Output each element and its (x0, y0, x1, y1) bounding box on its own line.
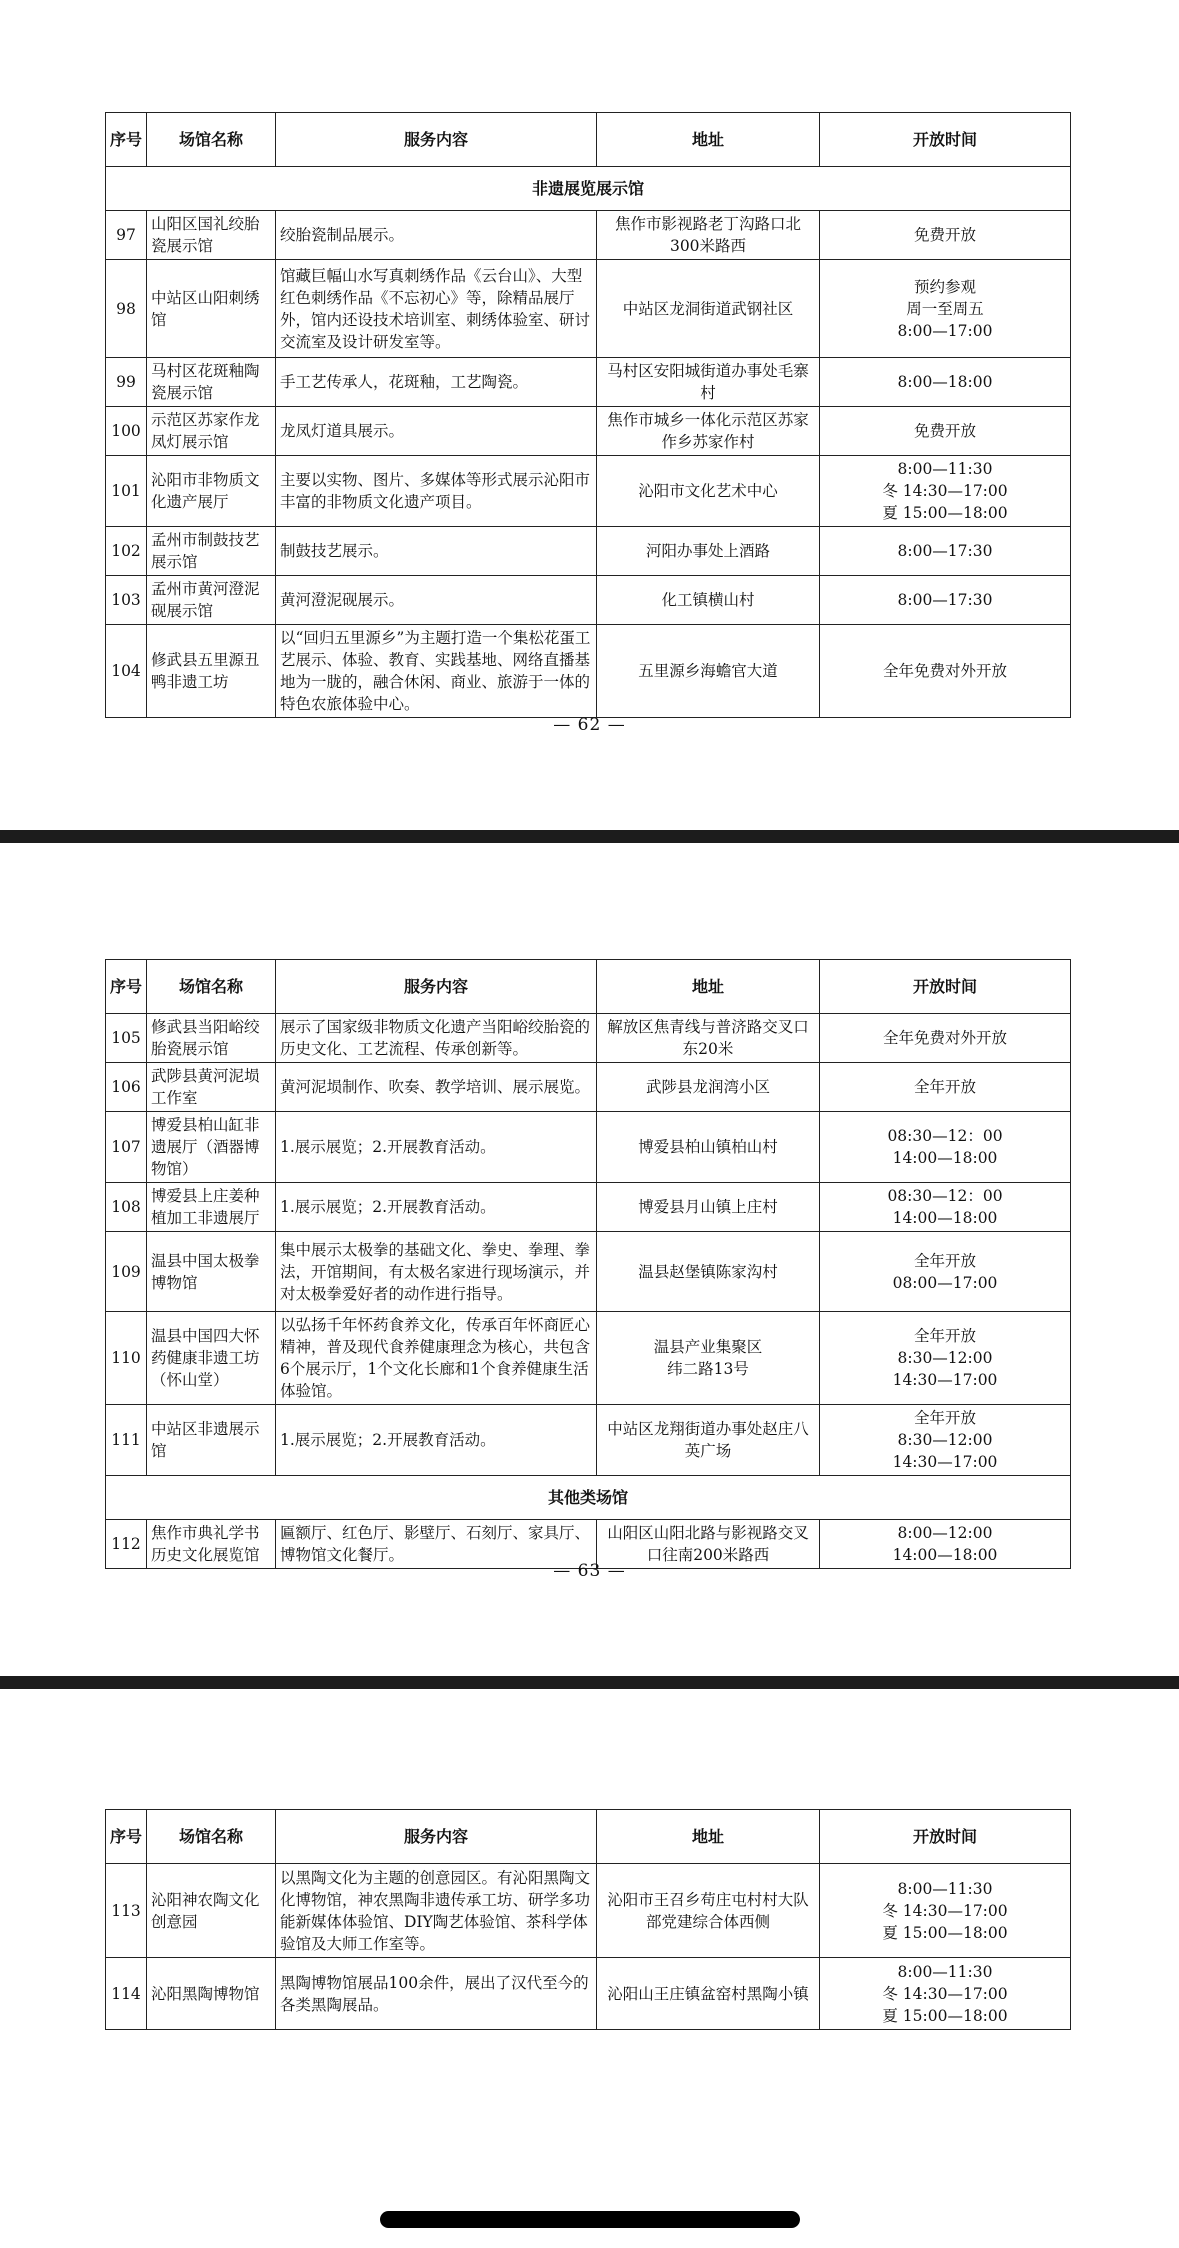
cell-service: 以“回归五里源乡”为主题打造一个集松花蛋工艺展示、体验、教育、实践基地、网络直播基地为一胧的，融合休闲、商业、旅游于一体的特色农旅体验中心。 (276, 625, 597, 718)
table-row (106, 407, 1071, 456)
column-header-name: 场馆名称 (147, 1810, 276, 1864)
section-row (106, 1476, 1071, 1520)
cell-service: 馆藏巨幅山水写真刺绣作品《云台山》、大型红色刺绣作品《不忘初心》等，除精品展厅外，馆内还设技术培训室、刺绣体验室、研讨交流室及设计研发室等。 (276, 260, 597, 358)
column-header-no: 序号 (106, 960, 147, 1014)
page-separator (0, 1676, 1179, 1689)
cell-addr: 河阳办事处上酒路 (597, 527, 820, 576)
section-row (106, 167, 1071, 211)
cell-addr: 焦作市城乡一体化示范区苏家作乡苏家作村 (597, 407, 820, 456)
cell-name: 博爱县上庄姜种植加工非遗展厅 (147, 1183, 276, 1232)
cell-name: 沁阳黑陶博物馆 (147, 1958, 276, 2030)
venue-table-page-64 (105, 1809, 1071, 2030)
cell-name: 修武县当阳峪绞胎瓷展示馆 (147, 1014, 276, 1063)
cell-name: 沁阳市非物质文化遗产展厅 (147, 456, 276, 527)
cell-addr: 中站区龙翔街道办事处赵庄八英广场 (597, 1405, 820, 1476)
cell-no: 114 (106, 1958, 147, 2030)
venue-table-page-63 (105, 959, 1071, 1569)
cell-name: 沁阳神农陶文化创意园 (147, 1864, 276, 1958)
table-row (106, 1063, 1071, 1112)
cell-name: 马村区花斑釉陶瓷展示馆 (147, 358, 276, 407)
table-row (106, 1232, 1071, 1312)
cell-no: 113 (106, 1864, 147, 1958)
column-header-service: 服务内容 (276, 1810, 597, 1864)
cell-addr: 中站区龙洞街道武钢社区 (597, 260, 820, 358)
table-header-row (106, 960, 1071, 1014)
cell-addr: 武陟县龙润湾小区 (597, 1063, 820, 1112)
column-header-service: 服务内容 (276, 113, 597, 167)
cell-time: 8:00—17:30 (820, 576, 1071, 625)
cell-addr: 山阳区山阳北路与影视路交叉口往南200米路西 (597, 1520, 820, 1569)
cell-name: 示范区苏家作龙凤灯展示馆 (147, 407, 276, 456)
table-row (106, 576, 1071, 625)
table-row (106, 1183, 1071, 1232)
cell-no: 98 (106, 260, 147, 358)
column-header-no: 序号 (106, 1810, 147, 1864)
cell-name: 中站区山阳刺绣馆 (147, 260, 276, 358)
cell-no: 102 (106, 527, 147, 576)
cell-addr: 博爱县月山镇上庄村 (597, 1183, 820, 1232)
table-row (106, 527, 1071, 576)
cell-service: 集中展示太极拳的基础文化、拳史、拳理、拳法，开馆期间，有太极名家进行现场演示，并对太极拳爱好者的动作进行指导。 (276, 1232, 597, 1312)
venue-table-page-62 (105, 112, 1071, 718)
cell-service: 主要以实物、图片、多媒体等形式展示沁阳市丰富的非物质文化遗产项目。 (276, 456, 597, 527)
cell-no: 107 (106, 1112, 147, 1183)
cell-time: 全年开放 8:30—12:00 14:30—17:00 (820, 1312, 1071, 1405)
cell-service: 1.展示展览；2.开展教育活动。 (276, 1183, 597, 1232)
cell-addr: 焦作市影视路老丁沟路口北300米路西 (597, 211, 820, 260)
cell-time: 全年开放 (820, 1063, 1071, 1112)
cell-service: 以黑陶文化为主题的创意园区。有沁阳黑陶文化博物馆，神农黑陶非遗传承工坊、研学多功能新媒体体验馆、DIY陶艺体验馆、茶科学体验馆及大师工作室等。 (276, 1864, 597, 1958)
cell-time: 8:00—11:30 冬 14:30—17:00 夏 15:00—18:00 (820, 1864, 1071, 1958)
cell-time: 全年开放 8:30—12:00 14:30—17:00 (820, 1405, 1071, 1476)
cell-name: 中站区非遗展示馆 (147, 1405, 276, 1476)
column-header-name: 场馆名称 (147, 960, 276, 1014)
table-row (106, 625, 1071, 718)
cell-no: 104 (106, 625, 147, 718)
column-header-no: 序号 (106, 113, 147, 167)
cell-addr: 沁阳市文化艺术中心 (597, 456, 820, 527)
page-number: — 62 — (553, 715, 626, 735)
cell-service: 以弘扬千年怀药食养文化，传承百年怀商匠心精神，普及现代食养健康理念为核心，共包含6个展示厅，1个文化长廊和1个食养健康生活体验馆。 (276, 1312, 597, 1405)
cell-no: 97 (106, 211, 147, 260)
cell-no: 106 (106, 1063, 147, 1112)
cell-addr: 博爱县柏山镇柏山村 (597, 1112, 820, 1183)
cell-no: 109 (106, 1232, 147, 1312)
table-header-row (106, 113, 1071, 167)
cell-addr: 马村区安阳城街道办事处毛寨村 (597, 358, 820, 407)
cell-service: 黄河澄泥砚展示。 (276, 576, 597, 625)
cell-no: 101 (106, 456, 147, 527)
cell-time: 08:30—12：00 14:00—18:00 (820, 1112, 1071, 1183)
cell-no: 108 (106, 1183, 147, 1232)
cell-service: 龙凤灯道具展示。 (276, 407, 597, 456)
cell-service: 手工艺传承人，花斑釉，工艺陶瓷。 (276, 358, 597, 407)
table-row (106, 1864, 1071, 1958)
cell-no: 111 (106, 1405, 147, 1476)
cell-time: 免费开放 (820, 407, 1071, 456)
cell-addr: 五里源乡海蟾官大道 (597, 625, 820, 718)
cell-name: 山阳区国礼绞胎瓷展示馆 (147, 211, 276, 260)
cell-no: 103 (106, 576, 147, 625)
table-row (106, 456, 1071, 527)
cell-name: 博爱县柏山缸非遗展厅（酒器博物馆） (147, 1112, 276, 1183)
cell-time: 8:00—11:30 冬 14:30—17:00 夏 15:00—18:00 (820, 1958, 1071, 2030)
cell-no: 105 (106, 1014, 147, 1063)
section-title: 其他类场馆 (106, 1476, 1071, 1520)
cell-time: 全年开放 08:00—17:00 (820, 1232, 1071, 1312)
cell-service: 制鼓技艺展示。 (276, 527, 597, 576)
cell-service: 1.展示展览；2.开展教育活动。 (276, 1405, 597, 1476)
table-header-row (106, 1810, 1071, 1864)
cell-no: 99 (106, 358, 147, 407)
column-header-name: 场馆名称 (147, 113, 276, 167)
cell-service: 黄河泥埙制作、吹奏、教学培训、展示展览。 (276, 1063, 597, 1112)
document-page-62 (0, 0, 1179, 835)
section-title: 非遗展览展示馆 (106, 167, 1071, 211)
cell-time: 8:00—18:00 (820, 358, 1071, 407)
column-header-time: 开放时间 (820, 960, 1071, 1014)
table-row (106, 1014, 1071, 1063)
document-page-64 (0, 1689, 1179, 2248)
table-row (106, 211, 1071, 260)
home-indicator[interactable] (380, 2211, 800, 2228)
cell-addr: 沁阳市王召乡苟庄屯村村大队部党建综合体西侧 (597, 1864, 820, 1958)
cell-time: 全年免费对外开放 (820, 625, 1071, 718)
cell-addr: 温县赵堡镇陈家沟村 (597, 1232, 820, 1312)
cell-name: 武陟县黄河泥埙工作室 (147, 1063, 276, 1112)
cell-name: 温县中国四大怀药健康非遗工坊（怀山堂） (147, 1312, 276, 1405)
cell-name: 孟州市制鼓技艺展示馆 (147, 527, 276, 576)
cell-name: 修武县五里源丑鸭非遗工坊 (147, 625, 276, 718)
cell-service: 展示了国家级非物质文化遗产当阳峪绞胎瓷的历史文化、工艺流程、传承创新等。 (276, 1014, 597, 1063)
table-row (106, 1112, 1071, 1183)
cell-addr: 沁阳山王庄镇盆窑村黑陶小镇 (597, 1958, 820, 2030)
cell-addr: 温县产业集聚区 纬二路13号 (597, 1312, 820, 1405)
cell-time: 免费开放 (820, 211, 1071, 260)
cell-time: 8:00—11:30 冬 14:30—17:00 夏 15:00—18:00 (820, 456, 1071, 527)
cell-addr: 解放区焦青线与普济路交叉口东20米 (597, 1014, 820, 1063)
column-header-time: 开放时间 (820, 113, 1071, 167)
column-header-addr: 地址 (597, 960, 820, 1014)
cell-no: 112 (106, 1520, 147, 1569)
cell-service: 1.展示展览；2.开展教育活动。 (276, 1112, 597, 1183)
table-row (106, 1312, 1071, 1405)
cell-name: 孟州市黄河澄泥砚展示馆 (147, 576, 276, 625)
cell-service: 绞胎瓷制品展示。 (276, 211, 597, 260)
cell-service: 匾额厅、红色厅、影壁厅、石刻厅、家具厅、博物馆文化餐厅。 (276, 1520, 597, 1569)
cell-time: 08:30—12：00 14:00—18:00 (820, 1183, 1071, 1232)
table-row (106, 260, 1071, 358)
document-page-63 (0, 843, 1179, 1678)
cell-service: 黑陶博物馆展品100余件，展出了汉代至今的各类黑陶展品。 (276, 1958, 597, 2030)
cell-time: 全年免费对外开放 (820, 1014, 1071, 1063)
cell-time: 预约参观 周一至周五 8:00—17:00 (820, 260, 1071, 358)
table-row (106, 1958, 1071, 2030)
table-row (106, 1405, 1071, 1476)
column-header-time: 开放时间 (820, 1810, 1071, 1864)
table-row (106, 358, 1071, 407)
cell-no: 100 (106, 407, 147, 456)
cell-addr: 化工镇横山村 (597, 576, 820, 625)
cell-time: 8:00—12:00 14:00—18:00 (820, 1520, 1071, 1569)
page-separator (0, 830, 1179, 843)
cell-time: 8:00—17:30 (820, 527, 1071, 576)
column-header-service: 服务内容 (276, 960, 597, 1014)
page-number: — 63 — (553, 1561, 626, 1581)
column-header-addr: 地址 (597, 1810, 820, 1864)
column-header-addr: 地址 (597, 113, 820, 167)
cell-name: 焦作市典礼学书历史文化展览馆 (147, 1520, 276, 1569)
cell-name: 温县中国太极拳博物馆 (147, 1232, 276, 1312)
cell-no: 110 (106, 1312, 147, 1405)
